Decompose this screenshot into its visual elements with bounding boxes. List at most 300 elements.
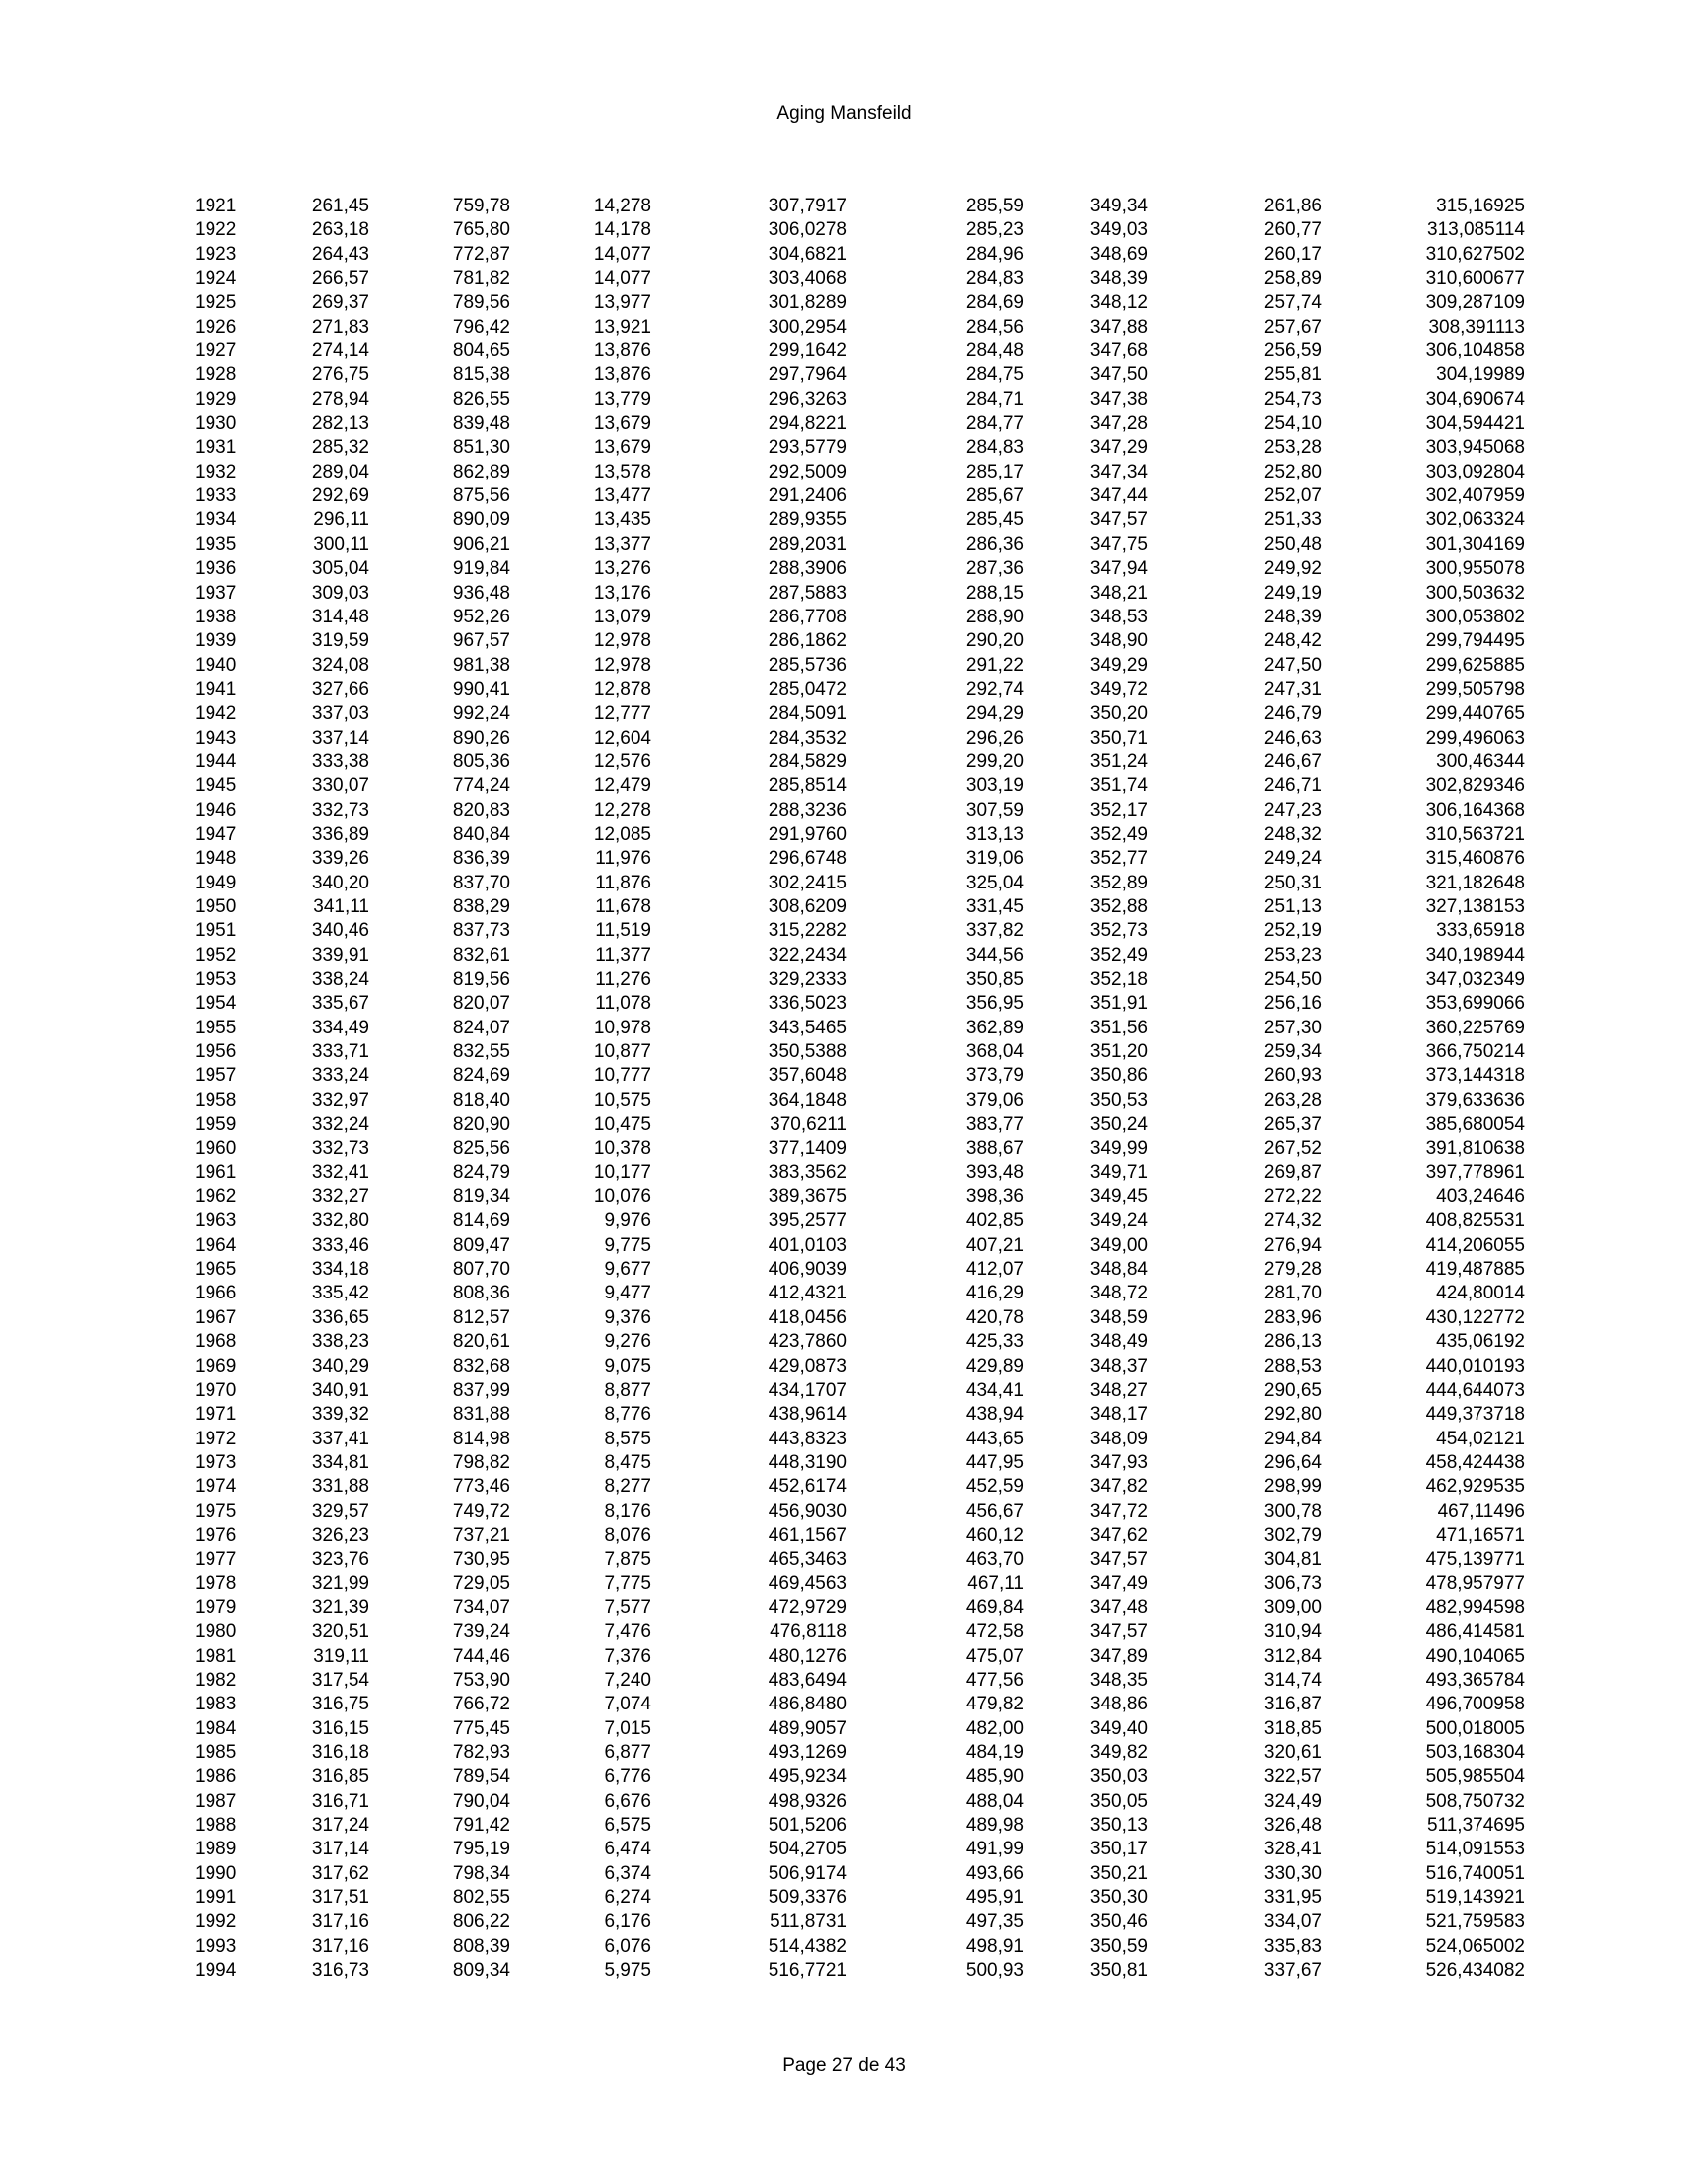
value-cell: 8,176 [604, 1500, 651, 1522]
value-cell: 320,51 [311, 1621, 369, 1643]
value-cell: 347,50 [1089, 364, 1148, 386]
value-cell: 282,13 [311, 413, 369, 435]
value-cell: 11,976 [595, 848, 651, 870]
value-cell: 313,13 [965, 823, 1024, 845]
value-cell: 851,30 [452, 437, 510, 459]
value-cell: 247,31 [1263, 678, 1322, 700]
value-cell: 6,676 [604, 1790, 651, 1812]
value-cell: 260,77 [1263, 219, 1322, 241]
value-cell: 261,86 [1263, 196, 1322, 216]
value-cell: 252,07 [1263, 485, 1322, 507]
value-cell: 294,84 [1263, 1428, 1322, 1449]
value-cell: 300,503632 [1425, 582, 1525, 604]
value-cell: 306,0278 [768, 219, 847, 241]
value-cell: 278,94 [311, 388, 369, 410]
value-cell: 348,49 [1089, 1331, 1148, 1353]
value-cell: 862,89 [452, 461, 510, 482]
value-cell: 13,477 [593, 485, 651, 507]
value-cell: 269,87 [1263, 1161, 1322, 1183]
value-cell: 333,65918 [1436, 920, 1525, 942]
value-cell: 287,36 [965, 558, 1024, 580]
value-cell: 11,678 [595, 895, 651, 917]
value-cell: 824,07 [452, 1017, 510, 1038]
value-cell: 306,104858 [1425, 341, 1525, 362]
table-row [195, 582, 1525, 606]
table-row [195, 1017, 1525, 1040]
value-cell: 304,6821 [768, 243, 847, 265]
value-cell: 7,240 [604, 1669, 651, 1691]
value-cell: 452,59 [965, 1476, 1024, 1498]
value-cell: 347,44 [1089, 485, 1148, 507]
value-cell: 418,0456 [768, 1306, 847, 1328]
value-cell: 820,83 [452, 799, 510, 821]
value-cell: 350,24 [1089, 1114, 1148, 1136]
table-row [195, 1693, 1525, 1716]
year-cell: 1975 [195, 1500, 237, 1522]
value-cell: 11,078 [595, 993, 651, 1015]
value-cell: 349,72 [1089, 678, 1148, 700]
value-cell: 12,085 [593, 823, 651, 845]
value-cell: 13,876 [593, 341, 651, 362]
year-cell: 1929 [195, 388, 237, 410]
value-cell: 248,39 [1263, 606, 1322, 627]
value-cell: 347,57 [1089, 509, 1148, 531]
value-cell: 440,010193 [1425, 1355, 1525, 1377]
value-cell: 356,95 [965, 993, 1024, 1015]
year-cell: 1979 [195, 1596, 237, 1618]
value-cell: 9,976 [604, 1210, 651, 1232]
value-cell: 350,17 [1089, 1839, 1148, 1860]
value-cell: 307,7917 [768, 196, 847, 216]
value-cell: 296,26 [965, 727, 1024, 749]
table-row [195, 1161, 1525, 1185]
table-row [195, 1620, 1525, 1644]
value-cell: 496,700958 [1425, 1694, 1525, 1715]
value-cell: 840,84 [452, 823, 510, 845]
table-row [195, 1209, 1525, 1233]
table-row [195, 340, 1525, 363]
value-cell: 317,24 [311, 1815, 369, 1837]
value-cell: 456,67 [965, 1500, 1024, 1522]
value-cell: 992,24 [452, 703, 510, 725]
value-cell: 824,79 [452, 1161, 510, 1183]
table-row [195, 1064, 1525, 1088]
value-cell: 300,46344 [1436, 751, 1525, 772]
value-cell: 350,30 [1089, 1887, 1148, 1909]
table-row [195, 678, 1525, 702]
value-cell: 337,03 [311, 703, 369, 725]
value-cell: 347,75 [1089, 533, 1148, 555]
value-cell: 388,67 [965, 1138, 1024, 1160]
value-cell: 412,4321 [768, 1283, 847, 1304]
value-cell: 289,04 [311, 461, 369, 482]
value-cell: 331,88 [311, 1476, 369, 1498]
value-cell: 737,21 [452, 1524, 510, 1546]
table-row [195, 1234, 1525, 1258]
value-cell: 289,9355 [768, 509, 847, 531]
value-cell: 408,825531 [1425, 1210, 1525, 1232]
value-cell: 373,79 [965, 1065, 1024, 1087]
value-cell: 10,076 [593, 1186, 651, 1208]
value-cell: 339,91 [311, 944, 369, 966]
value-cell: 326,23 [311, 1524, 369, 1546]
value-cell: 287,5883 [768, 582, 847, 604]
value-cell: 317,16 [311, 1911, 369, 1933]
value-cell: 254,50 [1263, 969, 1322, 990]
value-cell: 814,98 [452, 1428, 510, 1449]
value-cell: 469,84 [965, 1596, 1024, 1618]
value-cell: 303,092804 [1425, 461, 1525, 482]
value-cell: 302,2415 [768, 872, 847, 893]
value-cell: 373,144318 [1425, 1065, 1525, 1087]
value-cell: 340,198944 [1425, 944, 1525, 966]
value-cell: 284,83 [965, 437, 1024, 459]
value-cell: 13,779 [593, 388, 651, 410]
value-cell: 443,65 [965, 1428, 1024, 1449]
value-cell: 302,063324 [1425, 509, 1525, 531]
value-cell: 766,72 [452, 1694, 510, 1715]
value-cell: 13,276 [593, 558, 651, 580]
value-cell: 461,1567 [768, 1524, 847, 1546]
value-cell: 331,95 [1263, 1887, 1322, 1909]
year-cell: 1940 [195, 654, 237, 676]
value-cell: 340,20 [311, 872, 369, 893]
value-cell: 352,77 [1089, 848, 1148, 870]
value-cell: 832,68 [452, 1355, 510, 1377]
value-cell: 272,22 [1263, 1186, 1322, 1208]
value-cell: 267,52 [1263, 1138, 1322, 1160]
table-row [195, 1355, 1525, 1379]
value-cell: 285,5736 [768, 654, 847, 676]
value-cell: 12,978 [593, 630, 651, 652]
value-cell: 257,74 [1263, 292, 1322, 314]
value-cell: 775,45 [452, 1717, 510, 1739]
value-cell: 781,82 [452, 268, 510, 290]
value-cell: 475,139771 [1425, 1549, 1525, 1570]
year-cell: 1938 [195, 606, 237, 627]
value-cell: 9,376 [604, 1306, 651, 1328]
value-cell: 462,929535 [1425, 1476, 1525, 1498]
value-cell: 10,177 [593, 1161, 651, 1183]
value-cell: 516,7721 [768, 1960, 847, 1981]
value-cell: 981,38 [452, 654, 510, 676]
value-cell: 9,775 [604, 1234, 651, 1256]
value-cell: 818,40 [452, 1089, 510, 1111]
value-cell: 349,34 [1089, 196, 1148, 216]
value-cell: 322,57 [1263, 1766, 1322, 1788]
value-cell: 304,690674 [1425, 388, 1525, 410]
value-cell: 286,36 [965, 533, 1024, 555]
year-cell: 1984 [195, 1717, 237, 1739]
value-cell: 313,085114 [1427, 219, 1525, 241]
value-cell: 13,679 [593, 437, 651, 459]
value-cell: 485,90 [965, 1766, 1024, 1788]
year-cell: 1982 [195, 1669, 237, 1691]
value-cell: 315,2282 [768, 920, 847, 942]
value-cell: 259,34 [1263, 1041, 1322, 1063]
value-cell: 498,9326 [768, 1790, 847, 1812]
value-cell: 14,077 [593, 243, 651, 265]
value-cell: 248,42 [1263, 630, 1322, 652]
value-cell: 13,679 [593, 413, 651, 435]
value-cell: 309,287109 [1425, 292, 1525, 314]
value-cell: 249,92 [1263, 558, 1322, 580]
value-cell: 300,053802 [1425, 606, 1525, 627]
value-cell: 478,957977 [1425, 1572, 1525, 1594]
table-row [195, 218, 1525, 242]
value-cell: 328,41 [1263, 1839, 1322, 1860]
value-cell: 429,89 [965, 1355, 1024, 1377]
value-cell: 284,96 [965, 243, 1024, 265]
table-row [195, 1500, 1525, 1524]
value-cell: 298,99 [1263, 1476, 1322, 1498]
value-cell: 489,98 [965, 1815, 1024, 1837]
value-cell: 370,6211 [770, 1114, 847, 1136]
value-cell: 309,00 [1263, 1596, 1322, 1618]
value-cell: 498,91 [965, 1935, 1024, 1957]
value-cell: 352,73 [1089, 920, 1148, 942]
value-cell: 338,24 [311, 969, 369, 990]
year-cell: 1930 [195, 413, 237, 435]
value-cell: 511,374695 [1427, 1815, 1525, 1837]
value-cell: 285,17 [965, 461, 1024, 482]
value-cell: 324,49 [1263, 1790, 1322, 1812]
year-cell: 1972 [195, 1428, 237, 1449]
value-cell: 493,365784 [1425, 1669, 1525, 1691]
year-cell: 1952 [195, 944, 237, 966]
table-row [195, 702, 1525, 726]
value-cell: 7,875 [604, 1549, 651, 1570]
value-cell: 454,02121 [1436, 1428, 1525, 1449]
value-cell: 765,80 [452, 219, 510, 241]
value-cell: 360,225769 [1425, 1017, 1525, 1038]
table-row [195, 1258, 1525, 1282]
value-cell: 508,750732 [1425, 1790, 1525, 1812]
value-cell: 500,018005 [1425, 1717, 1525, 1739]
value-cell: 349,03 [1089, 219, 1148, 241]
value-cell: 285,8514 [768, 775, 847, 797]
value-cell: 333,38 [311, 751, 369, 772]
value-cell: 256,59 [1263, 341, 1322, 362]
year-cell: 1955 [195, 1017, 237, 1038]
value-cell: 299,20 [965, 751, 1024, 772]
value-cell: 350,85 [965, 969, 1024, 990]
value-cell: 284,83 [965, 268, 1024, 290]
value-cell: 348,09 [1089, 1428, 1148, 1449]
value-cell: 351,91 [1089, 993, 1148, 1015]
value-cell: 790,04 [452, 1790, 510, 1812]
value-cell: 729,05 [452, 1572, 510, 1594]
value-cell: 348,90 [1089, 630, 1148, 652]
value-cell: 306,73 [1263, 1572, 1322, 1594]
value-cell: 350,59 [1089, 1935, 1148, 1957]
value-cell: 260,93 [1263, 1065, 1322, 1087]
value-cell: 495,91 [965, 1887, 1024, 1909]
value-cell: 337,41 [311, 1428, 369, 1449]
value-cell: 8,076 [604, 1524, 651, 1546]
year-cell: 1943 [195, 727, 237, 749]
value-cell: 246,63 [1263, 727, 1322, 749]
value-cell: 815,38 [452, 364, 510, 386]
value-cell: 265,37 [1263, 1114, 1322, 1136]
value-cell: 825,56 [452, 1138, 510, 1160]
value-cell: 296,11 [313, 509, 369, 531]
value-cell: 306,164368 [1425, 799, 1525, 821]
value-cell: 347,48 [1089, 1596, 1148, 1618]
value-cell: 327,66 [311, 678, 369, 700]
value-cell: 321,182648 [1425, 872, 1525, 893]
value-cell: 420,78 [965, 1306, 1024, 1328]
value-cell: 263,28 [1263, 1089, 1322, 1111]
value-cell: 7,476 [604, 1621, 651, 1643]
value-cell: 9,477 [604, 1283, 651, 1304]
value-cell: 11,876 [595, 872, 651, 893]
value-cell: 350,86 [1089, 1065, 1148, 1087]
value-cell: 303,19 [965, 775, 1024, 797]
value-cell: 808,36 [452, 1283, 510, 1304]
value-cell: 347,49 [1089, 1572, 1148, 1594]
value-cell: 353,699066 [1425, 993, 1525, 1015]
value-cell: 348,72 [1089, 1283, 1148, 1304]
value-cell: 348,69 [1089, 243, 1148, 265]
value-cell: 317,62 [311, 1862, 369, 1884]
value-cell: 318,85 [1263, 1717, 1322, 1739]
value-cell: 10,475 [593, 1114, 651, 1136]
year-cell: 1941 [195, 678, 237, 700]
value-cell: 276,94 [1263, 1234, 1322, 1256]
value-cell: 319,11 [313, 1645, 369, 1667]
value-cell: 798,34 [452, 1862, 510, 1884]
value-cell: 285,59 [965, 196, 1024, 216]
value-cell: 13,176 [593, 582, 651, 604]
value-cell: 9,677 [604, 1259, 651, 1281]
value-cell: 7,775 [604, 1572, 651, 1594]
value-cell: 419,487885 [1425, 1259, 1525, 1281]
value-cell: 820,61 [452, 1331, 510, 1353]
value-cell: 506,9174 [768, 1862, 847, 1884]
year-cell: 1986 [195, 1766, 237, 1788]
table-row [195, 557, 1525, 581]
value-cell: 13,435 [593, 509, 651, 531]
year-cell: 1967 [195, 1306, 237, 1328]
value-cell: 301,304169 [1425, 533, 1525, 555]
value-cell: 377,1409 [768, 1138, 847, 1160]
value-cell: 6,176 [604, 1911, 651, 1933]
value-cell: 403,24646 [1436, 1186, 1525, 1208]
year-cell: 1956 [195, 1041, 237, 1063]
value-cell: 491,99 [965, 1839, 1024, 1860]
value-cell: 8,575 [604, 1428, 651, 1449]
value-cell: 348,59 [1089, 1306, 1148, 1328]
year-cell: 1927 [195, 341, 237, 362]
year-cell: 1947 [195, 823, 237, 845]
table-row [195, 1089, 1525, 1113]
table-row [195, 1475, 1525, 1499]
value-cell: 347,38 [1089, 388, 1148, 410]
year-cell: 1969 [195, 1355, 237, 1377]
table-row [195, 1862, 1525, 1886]
value-cell: 350,53 [1089, 1089, 1148, 1111]
table-row [195, 533, 1525, 557]
table-row [195, 1741, 1525, 1765]
table-row [195, 1838, 1525, 1861]
value-cell: 348,27 [1089, 1379, 1148, 1401]
value-cell: 357,6048 [768, 1065, 847, 1087]
value-cell: 290,65 [1263, 1379, 1322, 1401]
value-cell: 820,07 [452, 993, 510, 1015]
value-cell: 11,519 [595, 920, 651, 942]
value-cell: 379,06 [965, 1089, 1024, 1111]
value-cell: 350,21 [1089, 1862, 1148, 1884]
value-cell: 429,0873 [768, 1355, 847, 1377]
value-cell: 288,90 [965, 606, 1024, 627]
value-cell: 257,30 [1263, 1017, 1322, 1038]
value-cell: 261,45 [311, 196, 369, 216]
value-cell: 352,88 [1089, 895, 1148, 917]
table-row [195, 412, 1525, 436]
value-cell: 12,479 [593, 775, 651, 797]
value-cell: 814,69 [452, 1210, 510, 1232]
value-cell: 349,99 [1089, 1138, 1148, 1160]
value-cell: 477,56 [965, 1669, 1024, 1691]
value-cell: 435,06192 [1436, 1331, 1525, 1353]
value-cell: 6,877 [604, 1742, 651, 1763]
value-cell: 350,03 [1089, 1766, 1148, 1788]
value-cell: 292,74 [965, 678, 1024, 700]
value-cell: 438,9614 [768, 1404, 847, 1426]
value-cell: 349,00 [1089, 1234, 1148, 1256]
value-cell: 258,89 [1263, 268, 1322, 290]
value-cell: 434,1707 [768, 1379, 847, 1401]
year-cell: 1980 [195, 1621, 237, 1643]
value-cell: 12,604 [593, 727, 651, 749]
value-cell: 10,877 [593, 1041, 651, 1063]
value-cell: 330,30 [1263, 1862, 1322, 1884]
value-cell: 348,84 [1089, 1259, 1148, 1281]
value-cell: 919,84 [452, 558, 510, 580]
page-header-title: Aging Mansfeild [776, 103, 912, 124]
value-cell: 251,33 [1263, 509, 1322, 531]
value-cell: 336,5023 [768, 993, 847, 1015]
year-cell: 1966 [195, 1283, 237, 1304]
value-cell: 332,80 [311, 1210, 369, 1232]
value-cell: 414,206055 [1425, 1234, 1525, 1256]
year-cell: 1937 [195, 582, 237, 604]
value-cell: 739,24 [452, 1621, 510, 1643]
year-cell: 1936 [195, 558, 237, 580]
value-cell: 14,278 [593, 196, 651, 216]
year-cell: 1922 [195, 219, 237, 241]
value-cell: 819,56 [452, 969, 510, 990]
table-row [195, 606, 1525, 629]
value-cell: 331,45 [965, 895, 1024, 917]
value-cell: 341,11 [313, 895, 369, 917]
table-row [195, 1596, 1525, 1620]
year-cell: 1959 [195, 1114, 237, 1136]
value-cell: 471,16571 [1436, 1524, 1525, 1546]
value-cell: 467,11 [967, 1572, 1024, 1594]
value-cell: 500,93 [965, 1960, 1024, 1981]
value-cell: 314,74 [1263, 1669, 1322, 1691]
value-cell: 309,03 [311, 582, 369, 604]
value-cell: 247,50 [1263, 654, 1322, 676]
value-cell: 836,39 [452, 848, 510, 870]
value-cell: 8,877 [604, 1379, 651, 1401]
value-cell: 434,41 [965, 1379, 1024, 1401]
value-cell: 335,83 [1263, 1935, 1322, 1957]
year-cell: 1977 [195, 1549, 237, 1570]
value-cell: 340,91 [311, 1379, 369, 1401]
